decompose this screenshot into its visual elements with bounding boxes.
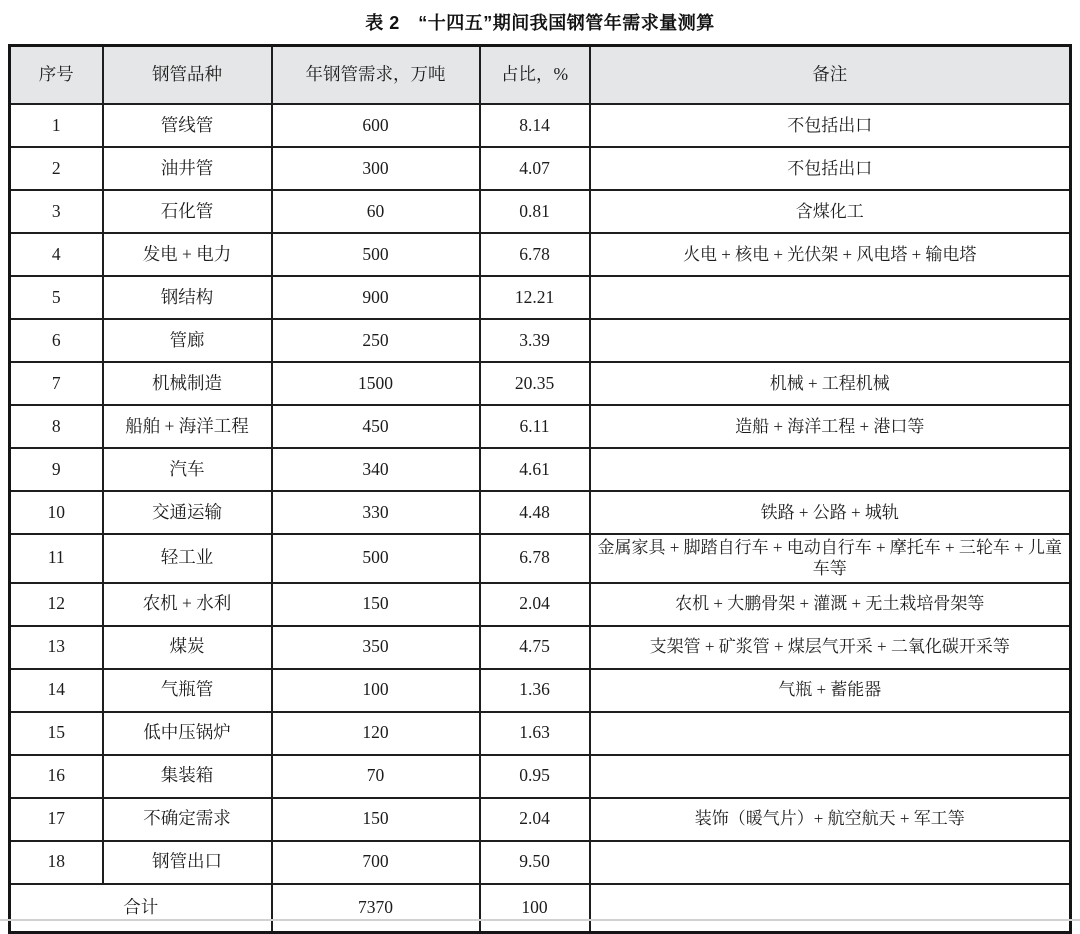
- header-remark: 备注: [590, 46, 1071, 105]
- steel-pipe-demand-table: [8, 44, 1072, 934]
- table-row: [10, 448, 1071, 491]
- cell-variety: 农机 + 水利: [103, 583, 272, 626]
- total-row: [10, 884, 1071, 933]
- cell-share: 6.78: [480, 534, 590, 583]
- cell-no: 4: [10, 233, 103, 276]
- table-row: [10, 147, 1071, 190]
- header-demand: 年钢管需求，万吨: [272, 46, 480, 105]
- cell-variety: 气瓶管: [103, 669, 272, 712]
- table-row: [10, 669, 1071, 712]
- cell-demand: 70: [272, 755, 480, 798]
- header-row: [10, 46, 1071, 105]
- cell-demand: 600: [272, 104, 480, 147]
- page-bottom-divider: [0, 919, 1080, 921]
- table-row: [10, 233, 1071, 276]
- cell-variety: 交通运输: [103, 491, 272, 534]
- cell-remark: 含煤化工: [590, 190, 1071, 233]
- cell-variety: 钢管出口: [103, 841, 272, 884]
- table-row: [10, 534, 1071, 583]
- cell-no: 9: [10, 448, 103, 491]
- cell-no: 11: [10, 534, 103, 583]
- cell-share: 9.50: [480, 841, 590, 884]
- cell-share: 20.35: [480, 362, 590, 405]
- cell-share: 4.75: [480, 626, 590, 669]
- cell-share: 1.36: [480, 669, 590, 712]
- cell-share: 2.04: [480, 798, 590, 841]
- cell-remark: [590, 319, 1071, 362]
- table-row: [10, 583, 1071, 626]
- cell-remark: 农机 + 大鹏骨架 + 灌溉 + 无土栽培骨架等: [590, 583, 1071, 626]
- table-row: [10, 491, 1071, 534]
- table-row: [10, 626, 1071, 669]
- cell-no: 18: [10, 841, 103, 884]
- cell-demand: 150: [272, 798, 480, 841]
- cell-remark: 不包括出口: [590, 104, 1071, 147]
- table-row: [10, 190, 1071, 233]
- cell-demand: 700: [272, 841, 480, 884]
- cell-demand: 120: [272, 712, 480, 755]
- cell-no: 6: [10, 319, 103, 362]
- cell-share: 6.11: [480, 405, 590, 448]
- cell-demand: 500: [272, 233, 480, 276]
- cell-share: 3.39: [480, 319, 590, 362]
- cell-demand: 330: [272, 491, 480, 534]
- cell-no: 15: [10, 712, 103, 755]
- total-remark: [590, 884, 1071, 933]
- cell-demand: 450: [272, 405, 480, 448]
- cell-no: 8: [10, 405, 103, 448]
- cell-variety: 管廊: [103, 319, 272, 362]
- table-row: [10, 276, 1071, 319]
- cell-demand: 60: [272, 190, 480, 233]
- cell-no: 2: [10, 147, 103, 190]
- table-row: [10, 104, 1071, 147]
- cell-share: 6.78: [480, 233, 590, 276]
- cell-no: 17: [10, 798, 103, 841]
- cell-variety: 石化管: [103, 190, 272, 233]
- cell-no: 3: [10, 190, 103, 233]
- cell-share: 0.95: [480, 755, 590, 798]
- cell-demand: 150: [272, 583, 480, 626]
- cell-no: 16: [10, 755, 103, 798]
- table-row: [10, 755, 1071, 798]
- cell-remark: 金属家具 + 脚踏自行车 + 电动自行车 + 摩托车 + 三轮车 + 儿童车等: [590, 534, 1071, 583]
- cell-demand: 250: [272, 319, 480, 362]
- cell-variety: 管线管: [103, 104, 272, 147]
- cell-demand: 100: [272, 669, 480, 712]
- cell-variety: 集装箱: [103, 755, 272, 798]
- table-caption-text: 表 2 “十四五”期间我国钢管年需求量测算: [365, 13, 715, 33]
- header-kind: 钢管品种: [103, 46, 272, 105]
- cell-share: 4.61: [480, 448, 590, 491]
- cell-variety: 发电 + 电力: [103, 233, 272, 276]
- table-row: [10, 841, 1071, 884]
- cell-variety: 轻工业: [103, 534, 272, 583]
- cell-remark: [590, 276, 1071, 319]
- total-demand: 7370: [272, 884, 480, 933]
- cell-remark: 气瓶 + 蓄能器: [590, 669, 1071, 712]
- table-caption: [0, 0, 1080, 44]
- header-share: 占比，%: [480, 46, 590, 105]
- cell-no: 12: [10, 583, 103, 626]
- cell-no: 7: [10, 362, 103, 405]
- header-no: 序号: [10, 46, 103, 105]
- cell-demand: 300: [272, 147, 480, 190]
- cell-remark: 机械 + 工程机械: [590, 362, 1071, 405]
- cell-share: 1.63: [480, 712, 590, 755]
- cell-remark: 不包括出口: [590, 147, 1071, 190]
- table-row: [10, 405, 1071, 448]
- cell-variety: 汽车: [103, 448, 272, 491]
- cell-no: 10: [10, 491, 103, 534]
- cell-share: 0.81: [480, 190, 590, 233]
- cell-remark: [590, 755, 1071, 798]
- cell-variety: 低中压锅炉: [103, 712, 272, 755]
- cell-share: 8.14: [480, 104, 590, 147]
- cell-no: 13: [10, 626, 103, 669]
- cell-share: 12.21: [480, 276, 590, 319]
- table-body: [10, 104, 1071, 884]
- table-row: [10, 319, 1071, 362]
- cell-variety: 钢结构: [103, 276, 272, 319]
- cell-demand: 340: [272, 448, 480, 491]
- cell-no: 1: [10, 104, 103, 147]
- table-row: [10, 362, 1071, 405]
- table-row: [10, 798, 1071, 841]
- cell-remark: 装饰（暖气片）+ 航空航天 + 军工等: [590, 798, 1071, 841]
- table-row: [10, 712, 1071, 755]
- total-share: 100: [480, 884, 590, 933]
- cell-variety: 不确定需求: [103, 798, 272, 841]
- cell-no: 5: [10, 276, 103, 319]
- cell-share: 4.07: [480, 147, 590, 190]
- table-header: [10, 46, 1071, 105]
- cell-variety: 油井管: [103, 147, 272, 190]
- cell-remark: 造船 + 海洋工程 + 港口等: [590, 405, 1071, 448]
- table-footer: [10, 884, 1071, 933]
- total-label: 合计: [10, 884, 272, 933]
- cell-remark: 火电 + 核电 + 光伏架 + 风电塔 + 输电塔: [590, 233, 1071, 276]
- cell-share: 4.48: [480, 491, 590, 534]
- cell-demand: 900: [272, 276, 480, 319]
- cell-demand: 350: [272, 626, 480, 669]
- cell-remark: [590, 712, 1071, 755]
- cell-demand: 500: [272, 534, 480, 583]
- cell-variety: 船舶 + 海洋工程: [103, 405, 272, 448]
- cell-remark: [590, 448, 1071, 491]
- cell-variety: 机械制造: [103, 362, 272, 405]
- cell-share: 2.04: [480, 583, 590, 626]
- cell-remark: [590, 841, 1071, 884]
- cell-remark: 铁路 + 公路 + 城轨: [590, 491, 1071, 534]
- cell-variety: 煤炭: [103, 626, 272, 669]
- cell-remark: 支架管 + 矿浆管 + 煤层气开采 + 二氧化碳开采等: [590, 626, 1071, 669]
- cell-no: 14: [10, 669, 103, 712]
- cell-demand: 1500: [272, 362, 480, 405]
